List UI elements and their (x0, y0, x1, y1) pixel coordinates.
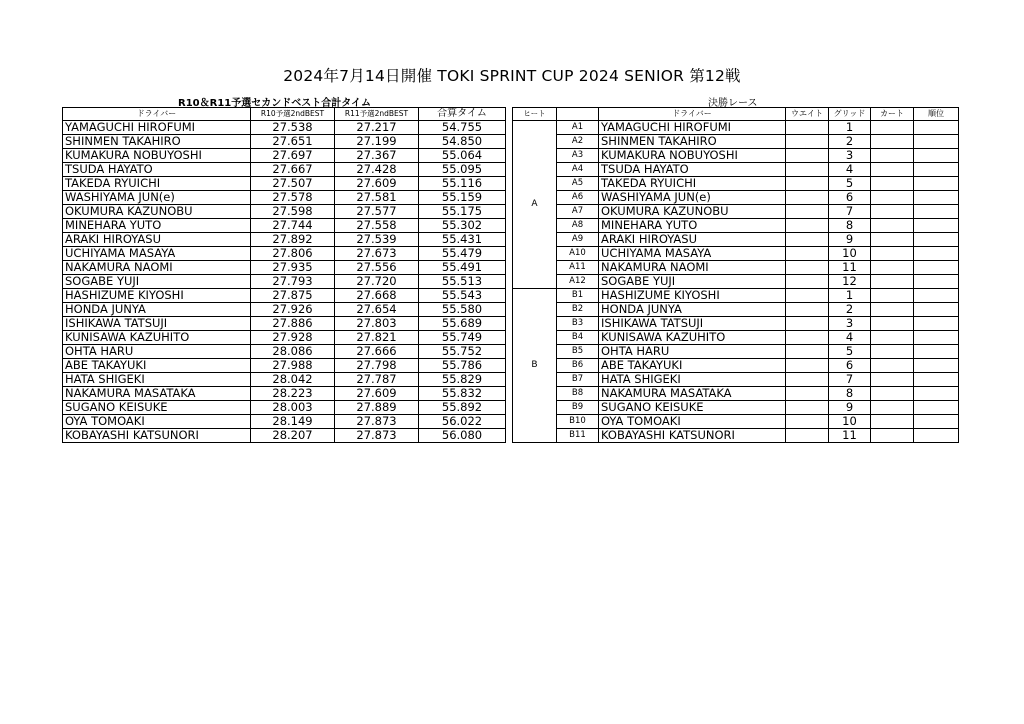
grid-position: 5 (829, 177, 871, 191)
grid-position: 3 (829, 149, 871, 163)
start-code: B1 (557, 289, 599, 303)
final-row (513, 345, 959, 359)
total-time: 55.159 (419, 191, 506, 205)
rank-cell (914, 331, 959, 345)
r10-time: 27.744 (251, 219, 335, 233)
kart-cell (871, 261, 914, 275)
total-time: 55.302 (419, 219, 506, 233)
weight-cell (786, 387, 829, 401)
rank-cell (914, 289, 959, 303)
rank-cell (914, 205, 959, 219)
driver-name: NAKAMURA NAOMI (599, 261, 786, 275)
total-time: 56.080 (419, 429, 506, 443)
final-row (513, 247, 959, 261)
final-row (513, 429, 959, 443)
qualifying-row (63, 191, 506, 205)
header-grid: グリッド (829, 108, 871, 121)
start-code: A6 (557, 191, 599, 205)
grid-position: 9 (829, 401, 871, 415)
total-time: 55.513 (419, 275, 506, 289)
r10-time: 27.538 (251, 121, 335, 135)
header-r11-best: R11予選2ndBEST (335, 108, 419, 121)
r10-time: 28.223 (251, 387, 335, 401)
rank-cell (914, 275, 959, 289)
driver-name: WASHIYAMA JUN(e) (599, 191, 786, 205)
total-time: 55.064 (419, 149, 506, 163)
kart-cell (871, 205, 914, 219)
driver-name: WASHIYAMA JUN(e) (63, 191, 251, 205)
r10-time: 27.935 (251, 261, 335, 275)
kart-cell (871, 317, 914, 331)
kart-cell (871, 233, 914, 247)
total-time: 56.022 (419, 415, 506, 429)
driver-name: ARAKI HIROYASU (63, 233, 251, 247)
r11-time: 27.609 (335, 177, 419, 191)
grid-position: 10 (829, 247, 871, 261)
grid-position: 7 (829, 373, 871, 387)
header-driver: ドライバー (63, 108, 251, 121)
qualifying-row (63, 135, 506, 149)
driver-name: HASHIZUME KIYOSHI (599, 289, 786, 303)
grid-position: 4 (829, 163, 871, 177)
r10-time: 27.988 (251, 359, 335, 373)
driver-name: TAKEDA RYUICHI (599, 177, 786, 191)
r10-time: 27.507 (251, 177, 335, 191)
weight-cell (786, 261, 829, 275)
final-row (513, 261, 959, 275)
header-driver: ドライバー (599, 108, 786, 121)
grid-position: 7 (829, 205, 871, 219)
qualifying-row (63, 345, 506, 359)
grid-position: 10 (829, 415, 871, 429)
driver-name: NAKAMURA NAOMI (63, 261, 251, 275)
qualifying-row (63, 149, 506, 163)
final-row (513, 149, 959, 163)
grid-position: 11 (829, 261, 871, 275)
driver-name: TSUDA HAYATO (599, 163, 786, 177)
grid-position: 5 (829, 345, 871, 359)
final-row (513, 415, 959, 429)
qualifying-subtitle: R10＆R11予選セカンドベスト合計タイム (178, 98, 372, 109)
r10-time: 27.928 (251, 331, 335, 345)
qualifying-row (63, 247, 506, 261)
total-time: 55.689 (419, 317, 506, 331)
r10-time: 27.886 (251, 317, 335, 331)
total-time: 55.749 (419, 331, 506, 345)
r11-time: 27.367 (335, 149, 419, 163)
final-row (513, 135, 959, 149)
total-time: 55.479 (419, 247, 506, 261)
weight-cell (786, 415, 829, 429)
start-code: A12 (557, 275, 599, 289)
start-code: A10 (557, 247, 599, 261)
final-row (513, 219, 959, 233)
qualifying-row (63, 205, 506, 219)
r11-time: 27.889 (335, 401, 419, 415)
driver-name: ABE TAKAYUKI (599, 359, 786, 373)
grid-position: 8 (829, 219, 871, 233)
grid-position: 1 (829, 121, 871, 135)
driver-name: SUGANO KEISUKE (63, 401, 251, 415)
weight-cell (786, 247, 829, 261)
r11-time: 27.666 (335, 345, 419, 359)
r10-time: 28.086 (251, 345, 335, 359)
header-total-time: 合算タイム (419, 108, 506, 121)
grid-position: 11 (829, 429, 871, 443)
weight-cell (786, 121, 829, 135)
start-code: A5 (557, 177, 599, 191)
start-code: A9 (557, 233, 599, 247)
final-row (513, 275, 959, 289)
qualifying-row (63, 317, 506, 331)
r10-time: 27.793 (251, 275, 335, 289)
qualifying-row (63, 177, 506, 191)
r10-time: 27.926 (251, 303, 335, 317)
rank-cell (914, 429, 959, 443)
start-code: A8 (557, 219, 599, 233)
qualifying-row (63, 261, 506, 275)
qualifying-row (63, 233, 506, 247)
driver-name: KUMAKURA NOBUYOSHI (599, 149, 786, 163)
start-code: B7 (557, 373, 599, 387)
r11-time: 27.873 (335, 429, 419, 443)
r11-time: 27.787 (335, 373, 419, 387)
driver-name: ISHIKAWA TATSUJI (63, 317, 251, 331)
r11-time: 27.217 (335, 121, 419, 135)
kart-cell (871, 149, 914, 163)
driver-name: HATA SHIGEKI (63, 373, 251, 387)
final-row (513, 177, 959, 191)
driver-name: ABE TAKAYUKI (63, 359, 251, 373)
driver-name: SUGANO KEISUKE (599, 401, 786, 415)
r10-time: 27.806 (251, 247, 335, 261)
final-row (513, 233, 959, 247)
total-time: 55.095 (419, 163, 506, 177)
rank-cell (914, 345, 959, 359)
kart-cell (871, 415, 914, 429)
start-code: A11 (557, 261, 599, 275)
driver-name: UCHIYAMA MASAYA (63, 247, 251, 261)
final-race-body (513, 121, 959, 443)
heat-label: A (513, 121, 557, 289)
kart-cell (871, 135, 914, 149)
r10-time: 27.667 (251, 163, 335, 177)
rank-cell (914, 149, 959, 163)
qualifying-row (63, 359, 506, 373)
qualifying-row (63, 303, 506, 317)
final-header-row (513, 108, 959, 121)
driver-name: SOGABE YUJI (63, 275, 251, 289)
rank-cell (914, 261, 959, 275)
rank-cell (914, 135, 959, 149)
grid-position: 6 (829, 359, 871, 373)
start-code: A4 (557, 163, 599, 177)
final-row (513, 331, 959, 345)
weight-cell (786, 275, 829, 289)
rank-cell (914, 233, 959, 247)
r11-time: 27.428 (335, 163, 419, 177)
kart-cell (871, 177, 914, 191)
total-time: 55.892 (419, 401, 506, 415)
total-time: 55.752 (419, 345, 506, 359)
grid-position: 2 (829, 135, 871, 149)
qualifying-row (63, 331, 506, 345)
kart-cell (871, 373, 914, 387)
start-code: B8 (557, 387, 599, 401)
r11-time: 27.668 (335, 289, 419, 303)
final-row (513, 387, 959, 401)
kart-cell (871, 401, 914, 415)
driver-name: OHTA HARU (599, 345, 786, 359)
weight-cell (786, 429, 829, 443)
driver-name: TAKEDA RYUICHI (63, 177, 251, 191)
weight-cell (786, 191, 829, 205)
grid-position: 3 (829, 317, 871, 331)
qualifying-row (63, 429, 506, 443)
weight-cell (786, 401, 829, 415)
driver-name: OYA TOMOAKI (599, 415, 786, 429)
r10-time: 27.578 (251, 191, 335, 205)
start-code: A1 (557, 121, 599, 135)
r11-time: 27.199 (335, 135, 419, 149)
header-rank: 順位 (914, 108, 959, 121)
r10-time: 27.651 (251, 135, 335, 149)
start-code: B4 (557, 331, 599, 345)
r10-time: 27.598 (251, 205, 335, 219)
weight-cell (786, 205, 829, 219)
r11-time: 27.873 (335, 415, 419, 429)
driver-name: YAMAGUCHI HIROFUMI (599, 121, 786, 135)
rank-cell (914, 219, 959, 233)
start-code: A7 (557, 205, 599, 219)
weight-cell (786, 149, 829, 163)
weight-cell (786, 233, 829, 247)
driver-name: OHTA HARU (63, 345, 251, 359)
driver-name: KUNISAWA KAZUHITO (599, 331, 786, 345)
driver-name: KUNISAWA KAZUHITO (63, 331, 251, 345)
qualifying-row (63, 163, 506, 177)
driver-name: TSUDA HAYATO (63, 163, 251, 177)
total-time: 55.116 (419, 177, 506, 191)
r11-time: 27.821 (335, 331, 419, 345)
rank-cell (914, 387, 959, 401)
qualifying-row (63, 275, 506, 289)
driver-name: KOBAYASHI KATSUNORI (63, 429, 251, 443)
rank-cell (914, 317, 959, 331)
driver-name: UCHIYAMA MASAYA (599, 247, 786, 261)
final-row (513, 359, 959, 373)
r11-time: 27.577 (335, 205, 419, 219)
qualifying-body (63, 121, 506, 443)
final-row (513, 303, 959, 317)
r11-time: 27.581 (335, 191, 419, 205)
driver-name: KOBAYASHI KATSUNORI (599, 429, 786, 443)
driver-name: MINEHARA YUTO (599, 219, 786, 233)
r11-time: 27.558 (335, 219, 419, 233)
final-subtitle: 決勝レース (708, 98, 758, 109)
driver-name: NAKAMURA MASATAKA (63, 387, 251, 401)
driver-name: MINEHARA YUTO (63, 219, 251, 233)
r11-time: 27.720 (335, 275, 419, 289)
kart-cell (871, 121, 914, 135)
start-code: B5 (557, 345, 599, 359)
r11-time: 27.798 (335, 359, 419, 373)
total-time: 55.175 (419, 205, 506, 219)
weight-cell (786, 331, 829, 345)
rank-cell (914, 373, 959, 387)
header-weight: ウエイト (786, 108, 829, 121)
kart-cell (871, 191, 914, 205)
driver-name: KUMAKURA NOBUYOSHI (63, 149, 251, 163)
driver-name: SHINMEN TAKAHIRO (63, 135, 251, 149)
total-time: 55.786 (419, 359, 506, 373)
kart-cell (871, 289, 914, 303)
kart-cell (871, 163, 914, 177)
driver-name: NAKAMURA MASATAKA (599, 387, 786, 401)
page-title: 2024年7月14日開催 TOKI SPRINT CUP 2024 SENIOR 第12戦 (283, 67, 741, 85)
header-kart: カート (871, 108, 914, 121)
weight-cell (786, 345, 829, 359)
final-row (513, 289, 959, 303)
kart-cell (871, 359, 914, 373)
grid-position: 6 (829, 191, 871, 205)
rank-cell (914, 191, 959, 205)
total-time: 55.431 (419, 233, 506, 247)
heat-label: B (513, 289, 557, 443)
start-code: A3 (557, 149, 599, 163)
rank-cell (914, 415, 959, 429)
grid-position: 8 (829, 387, 871, 401)
driver-name: HONDA JUNYA (63, 303, 251, 317)
r11-time: 27.654 (335, 303, 419, 317)
weight-cell (786, 303, 829, 317)
r10-time: 27.875 (251, 289, 335, 303)
header-code (557, 108, 599, 121)
r11-time: 27.609 (335, 387, 419, 401)
weight-cell (786, 135, 829, 149)
kart-cell (871, 345, 914, 359)
start-code: B10 (557, 415, 599, 429)
grid-position: 12 (829, 275, 871, 289)
total-time: 55.491 (419, 261, 506, 275)
driver-name: YAMAGUCHI HIROFUMI (63, 121, 251, 135)
kart-cell (871, 247, 914, 261)
start-code: B9 (557, 401, 599, 415)
r10-time: 28.003 (251, 401, 335, 415)
r10-time: 27.697 (251, 149, 335, 163)
r10-time: 28.042 (251, 373, 335, 387)
driver-name: OYA TOMOAKI (63, 415, 251, 429)
driver-name: SOGABE YUJI (599, 275, 786, 289)
grid-position: 1 (829, 289, 871, 303)
final-row (513, 205, 959, 219)
driver-name: ISHIKAWA TATSUJI (599, 317, 786, 331)
final-row (513, 191, 959, 205)
weight-cell (786, 163, 829, 177)
header-r10-best: R10予選2ndBEST (251, 108, 335, 121)
total-time: 55.580 (419, 303, 506, 317)
header-heat: ヒート (513, 108, 557, 121)
rank-cell (914, 121, 959, 135)
final-row (513, 121, 959, 135)
final-row (513, 317, 959, 331)
start-code: A2 (557, 135, 599, 149)
kart-cell (871, 331, 914, 345)
kart-cell (871, 429, 914, 443)
qualifying-row (63, 387, 506, 401)
qualifying-row (63, 121, 506, 135)
rank-cell (914, 177, 959, 191)
total-time: 54.755 (419, 121, 506, 135)
weight-cell (786, 219, 829, 233)
final-row (513, 373, 959, 387)
grid-position: 4 (829, 331, 871, 345)
total-time: 55.832 (419, 387, 506, 401)
grid-position: 9 (829, 233, 871, 247)
r10-time: 27.892 (251, 233, 335, 247)
rank-cell (914, 401, 959, 415)
r11-time: 27.803 (335, 317, 419, 331)
qualifying-row (63, 219, 506, 233)
qualifying-row (63, 401, 506, 415)
r11-time: 27.673 (335, 247, 419, 261)
r11-time: 27.539 (335, 233, 419, 247)
rank-cell (914, 163, 959, 177)
driver-name: OKUMURA KAZUNOBU (599, 205, 786, 219)
grid-position: 2 (829, 303, 871, 317)
qualifying-row (63, 415, 506, 429)
driver-name: HASHIZUME KIYOSHI (63, 289, 251, 303)
total-time: 54.850 (419, 135, 506, 149)
r11-time: 27.556 (335, 261, 419, 275)
driver-name: HONDA JUNYA (599, 303, 786, 317)
driver-name: OKUMURA KAZUNOBU (63, 205, 251, 219)
total-time: 55.543 (419, 289, 506, 303)
weight-cell (786, 359, 829, 373)
total-time: 55.829 (419, 373, 506, 387)
final-row (513, 163, 959, 177)
rank-cell (914, 359, 959, 373)
driver-name: HATA SHIGEKI (599, 373, 786, 387)
weight-cell (786, 373, 829, 387)
final-row (513, 401, 959, 415)
start-code: B3 (557, 317, 599, 331)
kart-cell (871, 303, 914, 317)
weight-cell (786, 177, 829, 191)
kart-cell (871, 275, 914, 289)
kart-cell (871, 219, 914, 233)
qualifying-row (63, 373, 506, 387)
weight-cell (786, 317, 829, 331)
kart-cell (871, 387, 914, 401)
qualifying-table (62, 107, 506, 443)
start-code: B11 (557, 429, 599, 443)
driver-name: SHINMEN TAKAHIRO (599, 135, 786, 149)
final-race-table (512, 107, 959, 443)
rank-cell (914, 247, 959, 261)
qualifying-header-row (63, 108, 506, 121)
start-code: B6 (557, 359, 599, 373)
qualifying-row (63, 289, 506, 303)
r10-time: 28.207 (251, 429, 335, 443)
start-code: B2 (557, 303, 599, 317)
rank-cell (914, 303, 959, 317)
weight-cell (786, 289, 829, 303)
r10-time: 28.149 (251, 415, 335, 429)
driver-name: ARAKI HIROYASU (599, 233, 786, 247)
